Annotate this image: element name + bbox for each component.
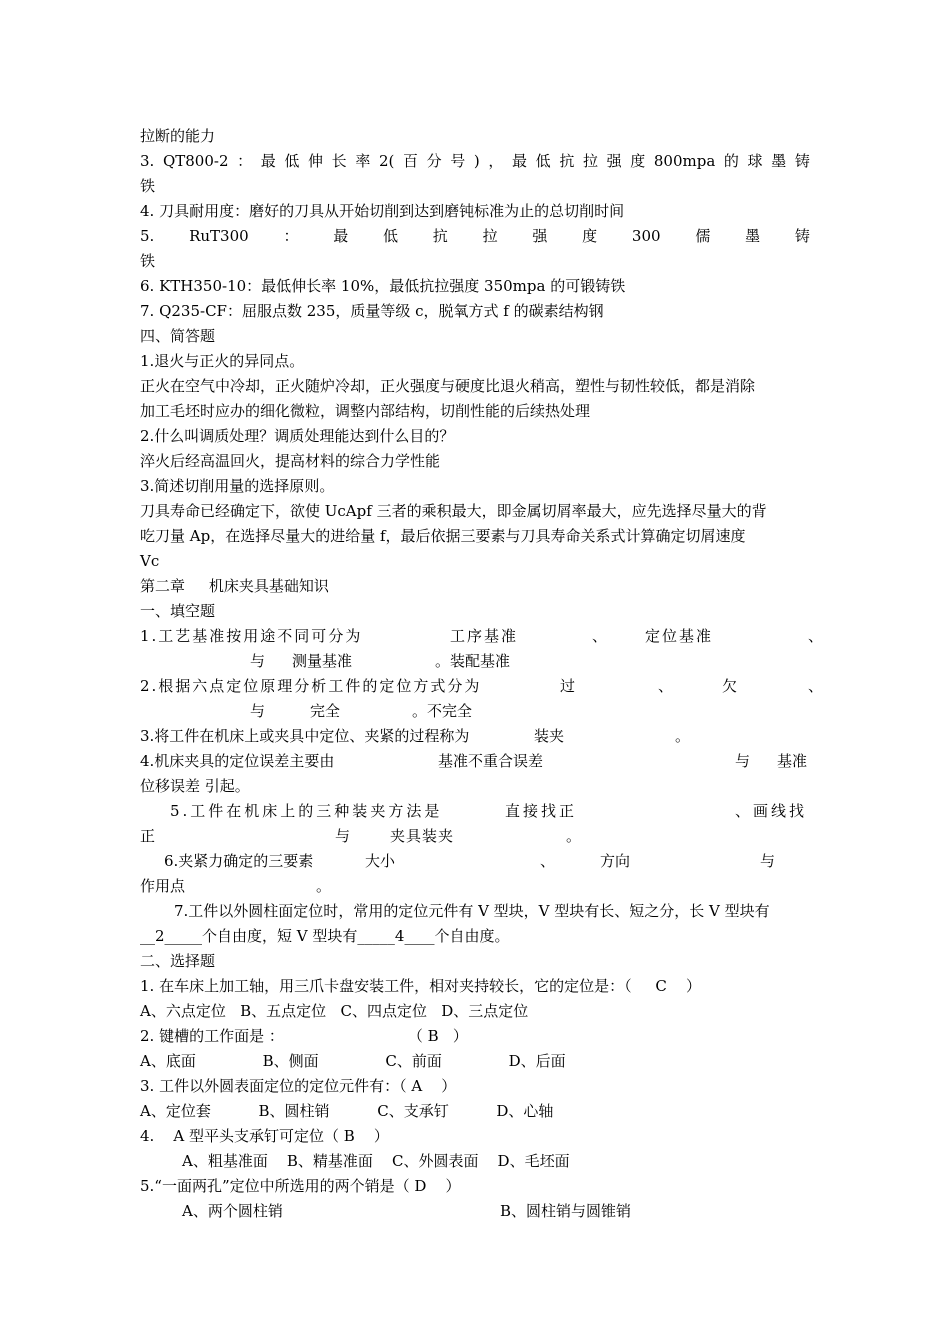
text-line-justified (140, 226, 810, 246)
text-token: 墨 (745, 227, 761, 245)
text-line: 4. 刀具耐用度：磨好的刀具从开始切削到达到磨钝标准为止的总切削时间 (140, 202, 625, 220)
punct: 、 (808, 627, 824, 645)
text-token: 抗 (432, 227, 448, 245)
text-token: ： (283, 227, 299, 245)
punct: 。 (566, 827, 582, 845)
choice-option: B、圆柱销与圆锥销 (500, 1202, 632, 1220)
conjunction: 与 (760, 852, 776, 870)
fill-answer: 测量基准 (292, 652, 353, 670)
text-token: 铸 (794, 227, 810, 245)
fill-answer: 夹具装夹 (390, 827, 455, 845)
fill-answer: __2_____个自由度，短 V 型块有_____4____个自由度。 (140, 927, 510, 945)
punct: 、 (592, 627, 608, 645)
question: 3.简述切削用量的选择原则。 (140, 477, 335, 495)
text-token: 百 (402, 152, 418, 170)
fill-answer: 过 (560, 677, 576, 695)
text-token: 儒 (695, 227, 711, 245)
text-token: 拉 (482, 227, 498, 245)
choice-question: 5.“一面两孔”定位中所选用的两个销是（ D ） (140, 1177, 461, 1195)
fill-answer: 位移误差 引起。 (140, 777, 250, 795)
choice-options: A、六点定位 B、五点定位 C、四点定位 D、三点定位 (140, 1002, 529, 1020)
punct: 。 (316, 877, 332, 895)
text-token: 长 (331, 152, 347, 170)
text-line: 6. KTH350-10：最低伸长率 10%，最低抗拉强度 350mpa 的可锻铸铁 (140, 277, 626, 295)
text-token: 低 (535, 152, 551, 170)
text-token: QT800-2 (162, 152, 229, 170)
answer: 加工毛坯时应办的细化微粒，调整内部结构，切削性能的后续热处理 (140, 402, 591, 420)
text-token: 强 (606, 152, 622, 170)
text-token: 低 (284, 152, 300, 170)
fill-answer: 定位基准 (645, 627, 714, 645)
text-token: 5. (140, 227, 155, 245)
text-line: 7. Q235-CF：屈服点数 235，质量等级 c，脱氧方式 f 的碳素结构钢 (140, 302, 604, 320)
chapter-title: 第二章 机床夹具基础知识 (140, 577, 329, 595)
text-token: 的 (723, 152, 739, 170)
fill-question: 6.夹紧力确定的三要素 (164, 852, 314, 870)
choice-options: A、粗基准面 B、精基准面 C、外圆表面 D、毛坯面 (182, 1152, 570, 1170)
text: 。装配基准 (435, 652, 511, 670)
section-heading: 一、填空题 (140, 602, 216, 620)
section-heading: 四、简答题 (140, 327, 216, 345)
fill-answer: 作用点 (140, 877, 186, 895)
fill-answer: 工序基准 (450, 627, 519, 645)
conjunction: 与 (735, 752, 751, 770)
text-token: 伸 (308, 152, 324, 170)
choice-options: A、定位套 B、圆柱销 C、支承钉 D、心轴 (140, 1102, 554, 1120)
text-token: ， (488, 152, 504, 170)
text-line-justified (140, 151, 810, 171)
text-token: 球 (747, 152, 763, 170)
question: 2.什么叫调质处理？调质处理能达到什么目的？ (140, 427, 455, 445)
choice-question: 1. 在车床上加工轴，用三爪卡盘安装工件，相对夹持较长，它的定位是：（ C ） (140, 977, 701, 995)
text-line: 铁 (140, 252, 156, 270)
text-token: 号 (450, 152, 466, 170)
fill-answer: 基准 (777, 752, 808, 770)
text-token: 度 (630, 152, 646, 170)
answer: 淬火后经高温回火，提高材料的综合力学性能 (140, 452, 441, 470)
fill-answer: 、画线找 (735, 802, 808, 820)
fill-answer: 方向 (600, 852, 631, 870)
fill-question: 4.机床夹具的定位误差主要由 (140, 752, 335, 770)
choice-question: 3. 工件以外圆表面定位的定位元件有：（ A ） (140, 1077, 457, 1095)
question: 1.退火与正火的异同点。 (140, 352, 305, 370)
text-token: 最 (260, 152, 276, 170)
text-token: 300 (631, 227, 661, 245)
choice-option: A、两个圆柱销 (182, 1202, 283, 1220)
conjunction: 与 (335, 827, 351, 845)
fill-answer: 基准不重合误差 (438, 752, 544, 770)
text-token: 强 (532, 227, 548, 245)
fill-answer: 直接找正 (505, 802, 578, 820)
text-token: 800mpa (653, 152, 716, 170)
conjunction: 与 (250, 702, 266, 720)
fill-answer: 装夹 (534, 727, 565, 745)
text-token: RuT300 (189, 227, 249, 245)
text-token: 度 (582, 227, 598, 245)
text: 。不完全 (412, 702, 473, 720)
punct: 、 (658, 677, 674, 695)
text-token: 2( (378, 152, 395, 170)
answer: 正火在空气中冷却，正火随炉冷却，正火强度与硬度比退火稍高，塑性与韧性较低，都是消除 (140, 377, 756, 395)
text-token: ： (237, 152, 253, 170)
punct: 。 (675, 727, 691, 745)
text-token: 拉 (582, 152, 598, 170)
choice-options: A、底面 B、侧面 C、前面 D、后面 (140, 1052, 566, 1070)
section-heading: 二、选择题 (140, 952, 216, 970)
text-token: ) (473, 152, 480, 170)
choice-question: 2. 键槽的工作面是 ： （ B ） (140, 1027, 468, 1045)
fill-question: 7.工件以外圆柱面定位时，常用的定位元件有 V 型块，V 型块有长、短之分，长 V 型块有 (174, 902, 770, 920)
fill-answer: 正 (140, 827, 156, 845)
answer: 刀具寿命已经确定下，欲使 UcApf 三者的乘积最大，即金属切屑率最大，应先选择尽量大的背 (140, 502, 767, 520)
fill-question: 3.将工件在机床上或夹具中定位、夹紧的过程称为 (140, 727, 470, 745)
text-token: 低 (383, 227, 399, 245)
text-token: 最 (512, 152, 528, 170)
fill-question: 2.根据六点定位原理分析工件的定位方式分为 (140, 677, 482, 695)
fill-answer: 完全 (310, 702, 341, 720)
text-token: 墨 (771, 152, 787, 170)
text-token: 率 (355, 152, 371, 170)
fill-question: 5.工件在机床上的三种装夹方法是 (170, 802, 443, 820)
fill-answer: 欠 (722, 677, 738, 695)
answer: Vc (140, 552, 160, 570)
text-token: 最 (333, 227, 349, 245)
text-token: 抗 (559, 152, 575, 170)
text-token: 3. (140, 152, 155, 170)
choice-question: 4. A 型平头支承钉可定位（ B ） (140, 1127, 389, 1145)
text-token: 分 (426, 152, 442, 170)
answer: 吃刀量 Ap，在选择尽量大的进给量 f，最后依据三要素与刀具寿命关系式计算确定切屑速度 (140, 527, 746, 545)
text-line: 铁 (140, 177, 156, 195)
conjunction: 与 (250, 652, 266, 670)
punct: 、 (808, 677, 824, 695)
text-line: 拉断的能力 (140, 127, 216, 145)
punct: 、 (540, 852, 556, 870)
fill-question: 1.工艺基准按用途不同可分为 (140, 627, 363, 645)
fill-answer: 大小 (365, 852, 396, 870)
text-token: 铸 (794, 152, 810, 170)
